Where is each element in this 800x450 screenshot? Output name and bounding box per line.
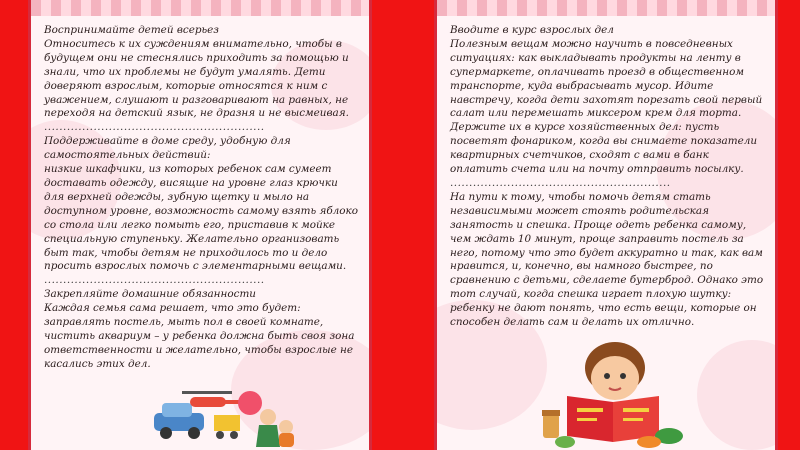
right-page (434, 0, 778, 450)
toy-helicopter-icon (182, 391, 242, 407)
divider: .......................................................... (44, 274, 265, 287)
boy-icon (585, 342, 645, 400)
top-decor-strip (437, 0, 775, 16)
divider: .......................................................... (44, 121, 265, 134)
left-page (28, 0, 372, 450)
decor-blob (697, 340, 778, 450)
boy-reading-illustration (537, 330, 687, 450)
toy-doll-icon (256, 409, 280, 447)
book-icon (567, 396, 659, 442)
divider: .......................................................... (450, 176, 671, 189)
section-body: Полезным вещам можно научить в повседневных ситуациях: как выкладывать продукты на ленту в супермаркете, оплачивать проезд в общественном транспорте, куда выбрасывать мусор. Идите навстречу, когда дети захотят порезать свой первый салат или перемешать миксером крем для торта. Держите их в курсе хозяйственных дел: пусть посветят фонариком, когда вы снимаете показатели квартирных счетчиков, сходят с вами в банк оплатить счета или на почту отправить посылку. (450, 37, 763, 176)
section-heading: Воспринимайте детей всерьез (44, 24, 219, 36)
section-heading: Закрепляйте домашние обязанности (44, 288, 256, 301)
section-heading: Поддерживайте в доме среду, удобную для самостоятельных действий: (44, 135, 291, 162)
ball-icon (238, 391, 262, 415)
section-body: Относитесь к их суждениям внимательно, чтобы в будущем они не стеснялись приходить за помощью и знали, что их проблемы не будут умалять. Дети доверяют взрослым, которые относятся к ним с уважением, слушают и разговаривают на равных, не переходя на детский язык, не дразня и не высмеивая. (44, 37, 349, 120)
top-decor-strip (31, 0, 369, 16)
section-body: На пути к тому, чтобы помочь детям стать независимыми может стоять родительская занятость и спешка. Проще одеть ребенка самому, чем ждать 10 минут, проще заправить постель за него, потому что это будет аккуратно и так, как вам нравится, и, конечно, вы намного быстрее, по сравнению с детьми, сделаете бутерброд. Однако это тот случай, когда спешка играет плохую шутку: ребенку не дают понять, что есть вещи, которые он способен делать сам и делать их отлично. (450, 190, 764, 329)
toys-illustration (146, 385, 296, 450)
toy-car-icon (154, 403, 204, 439)
right-text-block (450, 24, 765, 330)
jar-icon (542, 410, 560, 438)
section-body: Каждая семья сама решает, что это будет: заправлять постель, мыть пол в своей комнате, чистить аквариум – у ребенка должна быть своя зона ответственности и желательно, чтобы взрослые не касались этих дел. (44, 302, 355, 370)
section-heading: Вводите в курс взрослых дел (450, 24, 614, 36)
toy-bear-icon (279, 420, 294, 447)
section-body: низкие шкафчики, из которых ребенок сам сумеет доставать одежду, висящие на уровне глаз крючки для верхней одежды, зубную щетку и мыло на доступном уровне, возможность самому взять яблоко со стола или легко помыть его, приставив к мойке специальную ступеньку. Желательно организовать быт так, чтобы детям не приходилось то и дело просить взрослых помочь с элементарными вещами. (44, 163, 359, 273)
toy-cart-icon (214, 415, 240, 439)
left-text-block (44, 24, 359, 372)
